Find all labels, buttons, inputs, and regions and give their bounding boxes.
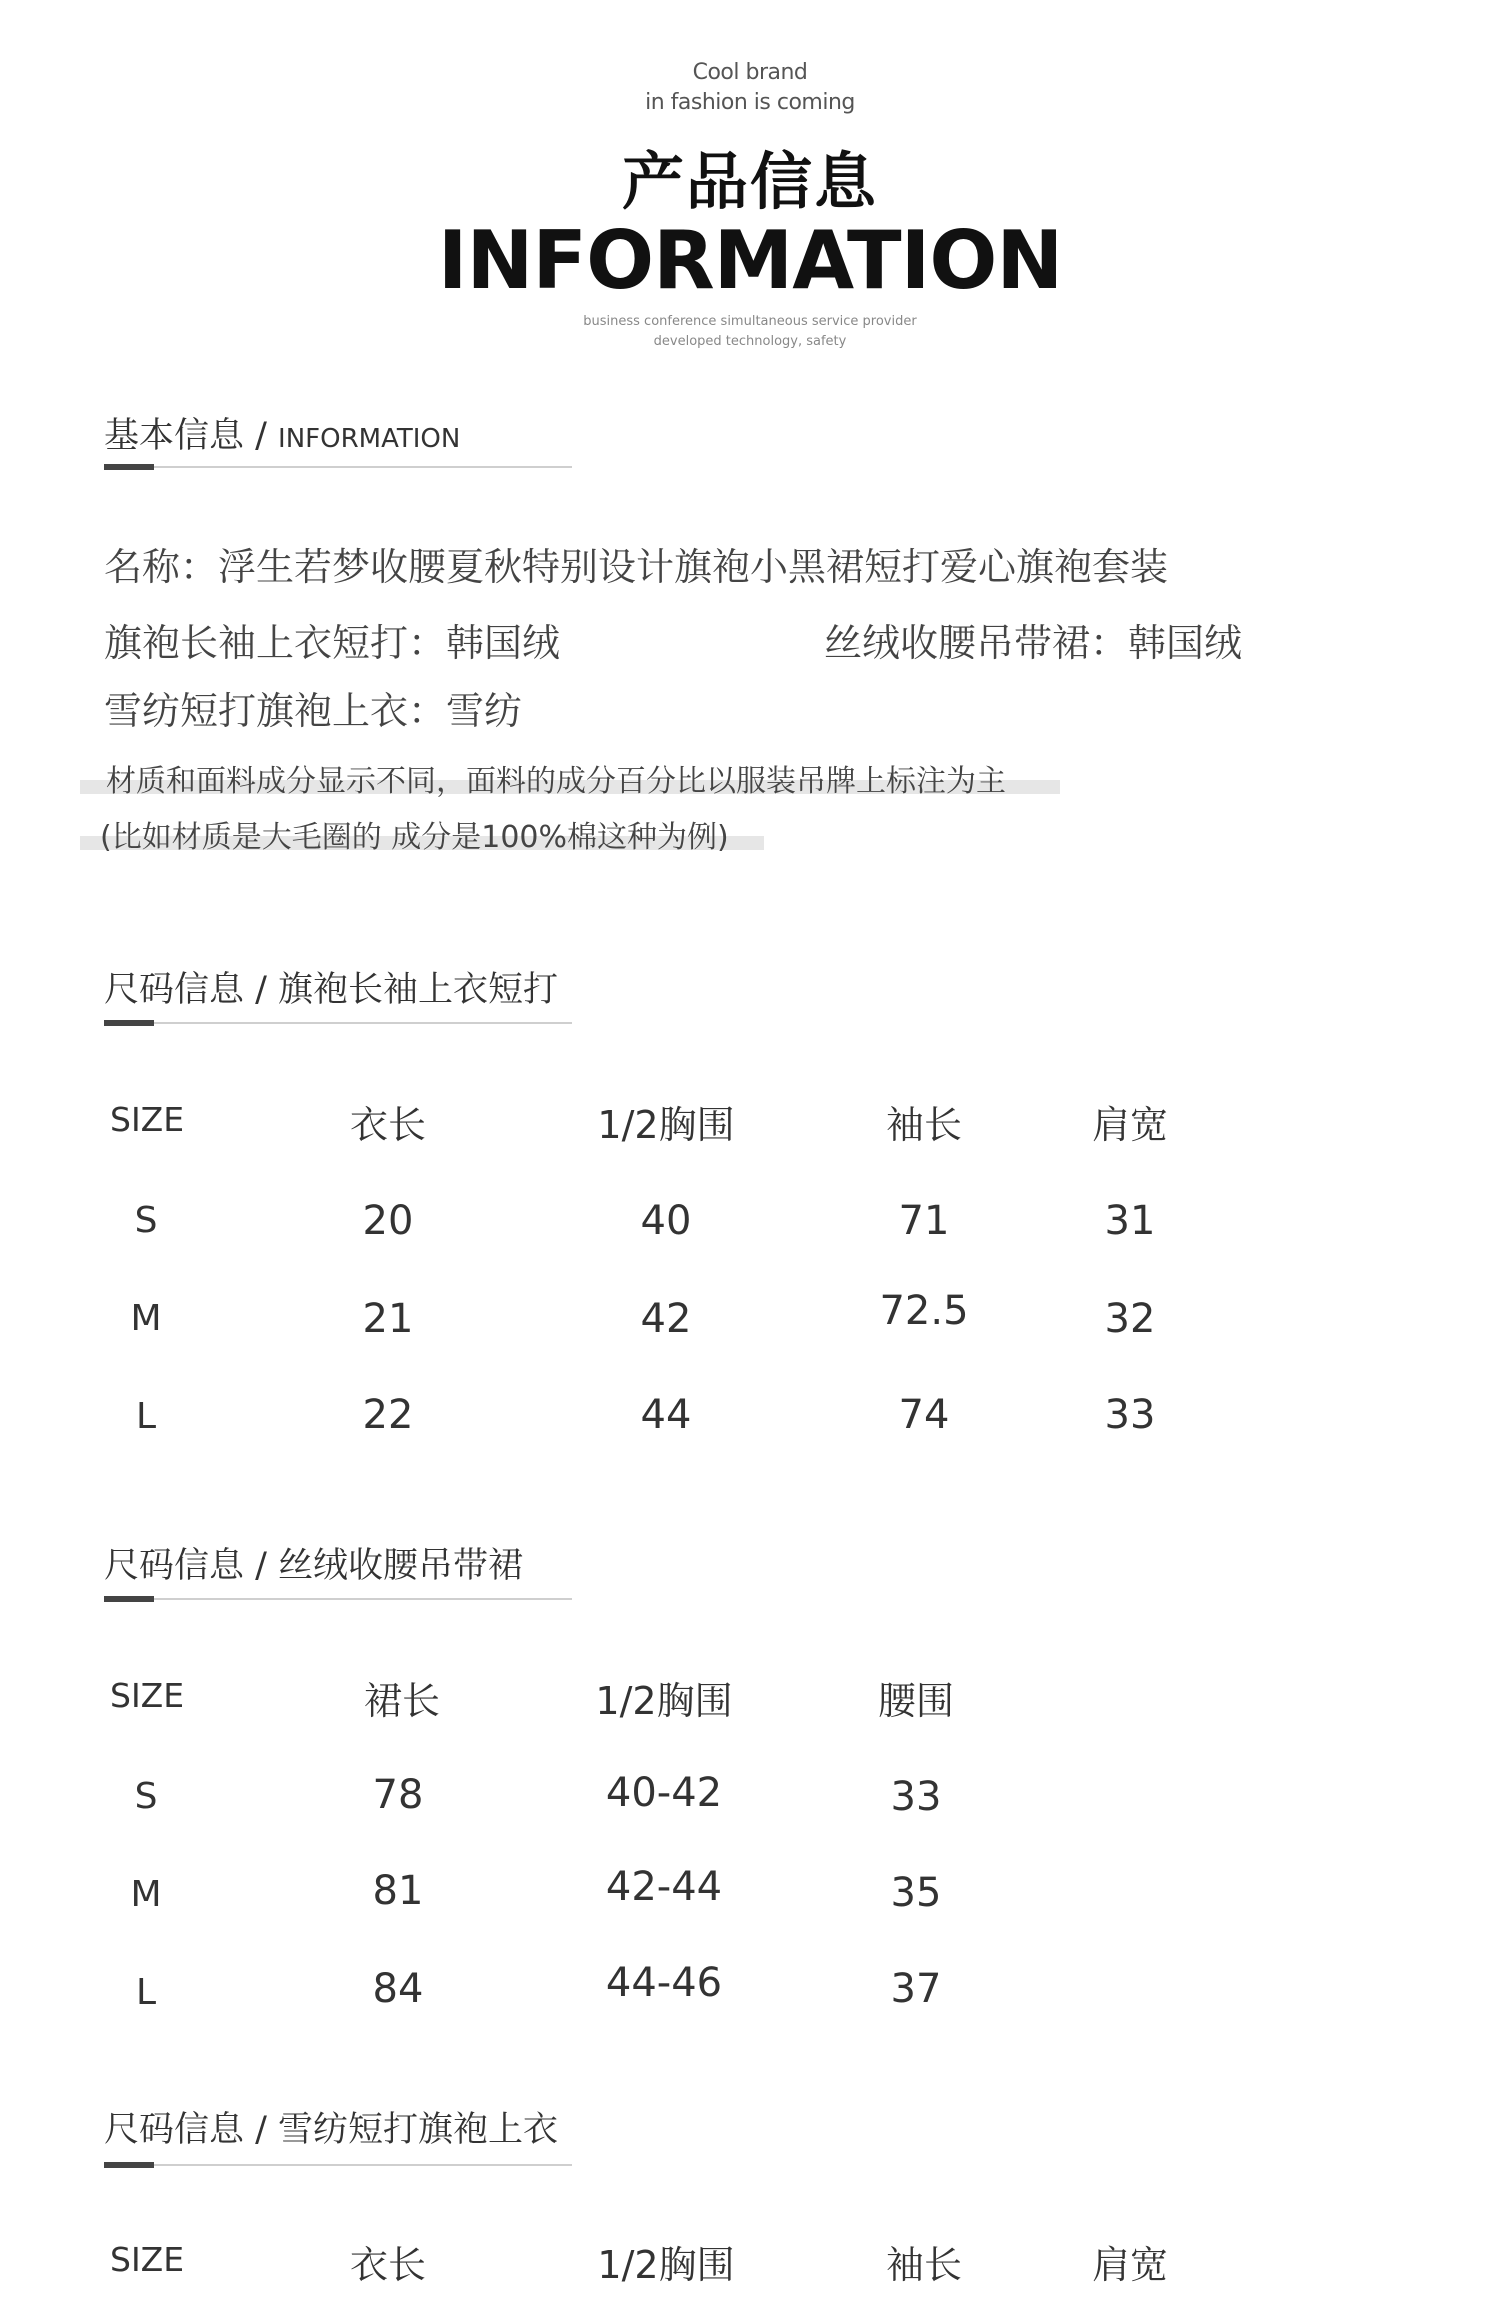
table-2-row-size: L (135, 1972, 157, 2013)
table-3-header-shoulder: 肩宽 (1091, 2243, 1169, 2287)
material-note-1: 材质和面料成分显示不同，面料的成分百分比以服装吊牌上标注为主 (106, 764, 1006, 799)
table-1-cell: 20 (362, 1198, 414, 1244)
table-1-cell: 31 (1104, 1198, 1156, 1244)
skirt-material: 丝绒收腰吊带裙：韩国绒 (824, 621, 1243, 665)
table-1-cell: 33 (1104, 1392, 1156, 1438)
basic-info-title (104, 408, 460, 458)
section-divider (104, 466, 572, 468)
table-1-cell: 72.5 (879, 1288, 969, 1334)
table-3-header-chest: 1/2胸围 (597, 2243, 735, 2287)
tagline-line-1: business conference simultaneous service provider (583, 314, 917, 329)
section-divider (104, 1022, 572, 1024)
table-1-header-chest: 1/2胸围 (597, 1103, 735, 1147)
basic-info-title-cn: 基本信息 / (104, 416, 279, 456)
product-name: 名称：浮生若梦收腰夏秋特别设计旗袍小黑裙短打爱心旗袍套装 (104, 545, 1169, 589)
table-2-row-size: S (134, 1776, 158, 1817)
section-divider-mark (104, 1596, 154, 1602)
table-2-cell: 84 (372, 1966, 424, 2012)
section-divider-mark (104, 464, 154, 470)
section-divider (104, 1598, 572, 1600)
tagline-line-2: developed technology, safety (653, 334, 847, 349)
table-1-row-size: S (134, 1200, 158, 1241)
table-2-header-size: SIZE (110, 1676, 185, 1715)
table-1-cell: 42 (640, 1296, 692, 1342)
table-1-cell: 32 (1104, 1296, 1156, 1342)
page-title-en: INFORMATION (437, 214, 1063, 307)
table-1-cell: 71 (898, 1198, 950, 1244)
table-1-row-size: L (135, 1396, 157, 1437)
table-2-cell: 44-46 (605, 1960, 723, 2006)
table-2-cell: 40-42 (605, 1770, 723, 1816)
size-table-2-title: 尺码信息 / 丝绒收腰吊带裙 (104, 1546, 524, 1586)
brand-line-2: in fashion is coming (645, 90, 855, 115)
section-divider-mark (104, 1020, 154, 1026)
table-1-row-size: M (130, 1298, 162, 1339)
table-2-cell: 33 (890, 1774, 942, 1820)
basic-info-title-en: INFORMATION (278, 424, 461, 454)
size-table-3-title: 尺码信息 / 雪纺短打旗袍上衣 (104, 2110, 559, 2150)
table-2-cell: 42-44 (605, 1864, 723, 1910)
chiffon-material: 雪纺短打旗袍上衣：雪纺 (104, 689, 523, 733)
table-1-cell: 44 (640, 1392, 692, 1438)
table-1-header-length: 衣长 (349, 1103, 427, 1147)
table-1-cell: 74 (898, 1392, 950, 1438)
brand-line-1: Cool brand (692, 60, 808, 85)
table-2-cell: 81 (372, 1868, 424, 1914)
size-table-1-title: 尺码信息 / 旗袍长袖上衣短打 (104, 970, 559, 1010)
material-note-2: (比如材质是大毛圈的 成分是100%棉这种为例) (100, 820, 729, 855)
section-divider (104, 2164, 572, 2166)
table-2-header-length: 裙长 (363, 1679, 441, 1723)
table-2-header-waist: 腰围 (877, 1679, 955, 1723)
table-1-cell: 21 (362, 1296, 414, 1342)
table-2-cell: 78 (372, 1772, 424, 1818)
table-1-header-sleeve: 袖长 (885, 1103, 963, 1147)
table-2-header-chest: 1/2胸围 (595, 1679, 733, 1723)
table-1-cell: 40 (640, 1198, 692, 1244)
table-3-header-sleeve: 袖长 (885, 2243, 963, 2287)
section-divider-mark (104, 2162, 154, 2168)
table-2-cell: 35 (890, 1870, 942, 1916)
table-2-cell: 37 (890, 1966, 942, 2012)
table-1-header-shoulder: 肩宽 (1091, 1103, 1169, 1147)
table-1-cell: 22 (362, 1392, 414, 1438)
page-title-cn: 产品信息 (621, 145, 878, 218)
table-1-header-size: SIZE (110, 1100, 185, 1139)
top-material: 旗袍长袖上衣短打：韩国绒 (104, 621, 561, 665)
table-3-header-size: SIZE (110, 2240, 185, 2279)
table-3-header-length: 衣长 (349, 2243, 427, 2287)
table-2-row-size: M (130, 1874, 162, 1915)
